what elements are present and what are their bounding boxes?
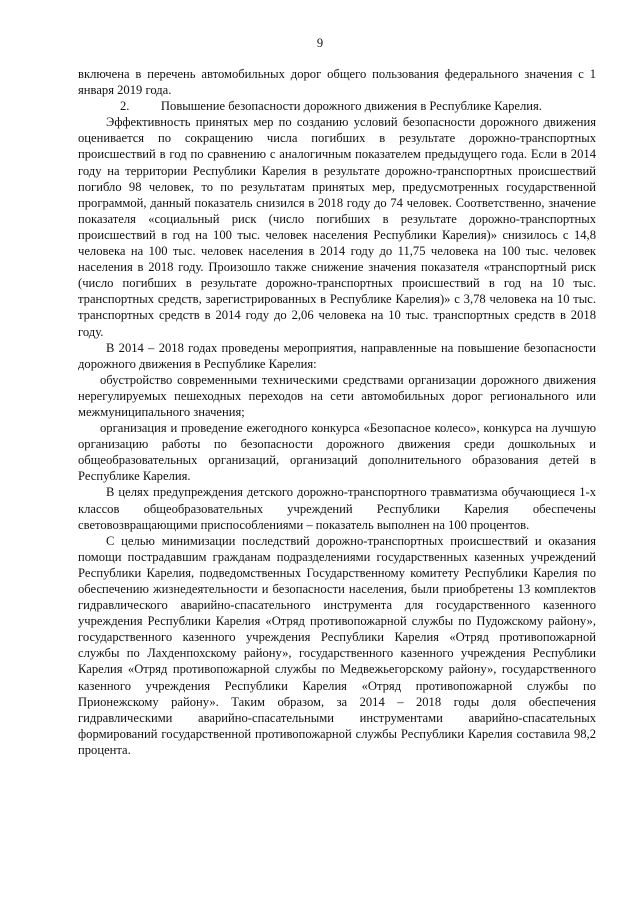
section-heading: 2. Повышение безопасности дорожного движения в Республике Карелия.	[120, 99, 542, 114]
page-number: 9	[316, 36, 324, 50]
paragraph-measures-intro: В 2014 – 2018 годах проведены мероприятия, направленные на повышение безопасности дорожного движения в Республике Карелия:	[78, 340, 596, 371]
list-item-safe-wheel-contest: организация и проведение ежегодного конкурса «Безопасное колесо», конкурса на лучшую организацию работы по безопасности дорожного движения среди дошкольных и общеобразовательных организаций, организаций дополнительного образования детей в Республике Карелия.	[78, 421, 596, 484]
paragraph-rescue-equipment: С целью минимизации последствий дорожно-транспортных происшествий и оказания помощи пострадавшим гражданам подразделениями государственных казенных учреждений Республики Карелия, подведомственных Государственному комитету Республики Карелия по обеспечению жизнедеятельности и безопасности населения, были приобретены 13 комплектов гидравлического аварийно-спасательного инструмента для государственного казенного учреждения Республики Карелия «Отряд противопожарной службы по Пудожскому району», государственного казенного учреждения Республики Карелия «Отряд противопожарной службы по Лахденпохскому району», государственного казенного учреждения Республики Карелия «Отряд противопожарной службы по Медвежьегорскому району», государственного казенного учреждения Республики Карелия «Отряд противопожарной службы по Прионежскому району». Таким образом, за 2014 – 2018 годы доля обеспечения гидравлическими аварийно-спасательными инструментами аварийно-спасательных формирований государственной противопожарной службы Республики Карелия составила 98,2 процента.	[78, 533, 596, 757]
list-item-pedestrian-crossings: обустройство современными техническими средствами организации дорожного движения нерегулируемых пешеходных переходов на сети автомобильных дорог регионального или межмуниципального значения;	[78, 372, 596, 419]
paragraph-continuation: включена в перечень автомобильных дорог общего пользования федерального значения с 1 января 2019 года.	[78, 67, 596, 98]
paragraph-effectiveness: Эффективность принятых мер по созданию условий безопасности дорожного движения оценивается по сокращению числа погибших в результате дорожно-транспортных происшествий в год по сравнению с аналогичным показателем предыдущего года. Если в 2014 году на территории Республики Карелия в результате дорожно-транспортных происшествий погибло 98 человек, то по результатам принятых мер, предусмотренных государственной программой, данный показатель снизился в 2018 году до 74 человек. Соответственно, значение показателя «социальный риск (число погибших в результате дорожно-транспортных происшествий в год на 100 тыс. человек населения Республики Карелия)» снизилось с 14,8 человека на 100 тыс. человек населения в 2014 году до 11,75 человека на 100 тыс. человек населения в 2018 году. Произошло также снижение значения показателя «транспортный риск (число погибших в результате дорожно-транспортных происшествий в год на 10 тыс. транспортных средств, зарегистрированных в Республике Карелия)» с 3,78 человека на 10 тыс. транспортных средств в 2014 году до 2,06 человека на 10 тыс. транспортных средств в 2018 году.	[78, 115, 596, 339]
paragraph-child-safety: В целях предупреждения детского дорожно-транспортного травматизма обучающиеся 1-х классов общеобразовательных учреждений Республики Карелия обеспечены световозвращающими приспособлениями – показатель выполнен на 100 процентов.	[78, 485, 596, 532]
body-text	[78, 66, 596, 758]
